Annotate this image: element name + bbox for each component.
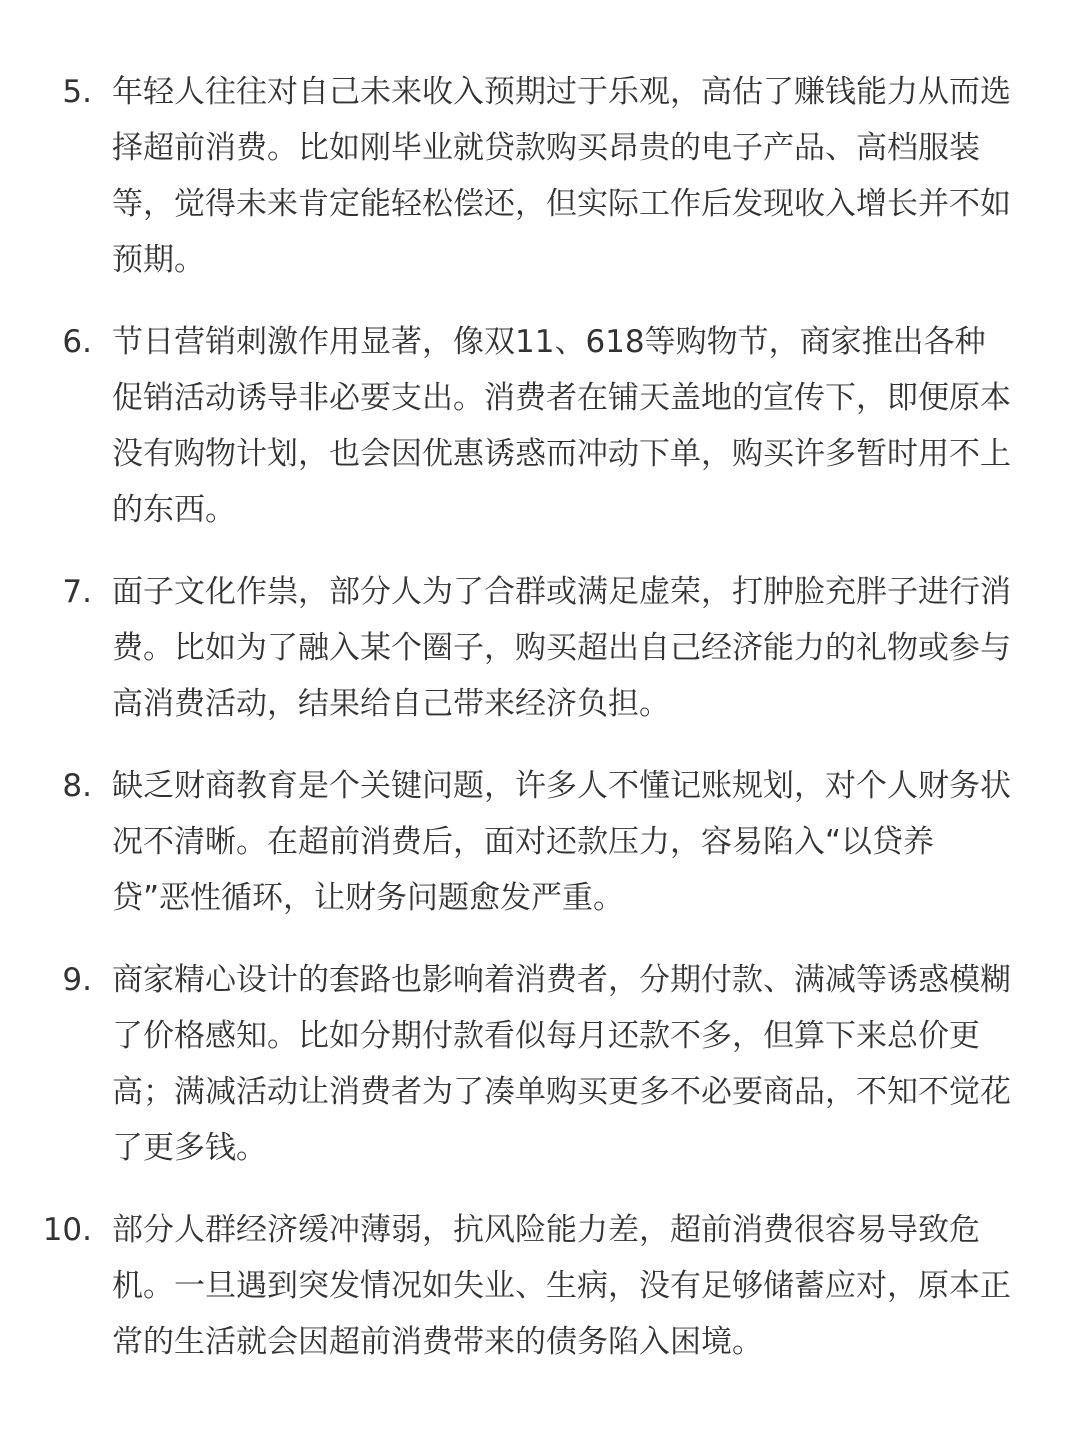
list-item-10 [0, 1202, 1080, 1370]
list-item-8 [0, 758, 1080, 926]
list-item-6 [0, 314, 1080, 538]
list-item-text: 缺乏财商教育是个关键问题，许多人不懂记账规划，对个人财务状况不清晰。在超前消费后，面对还款压力，容易陷入“以贷养贷”恶性循环，让财务问题愈发严重。 [112, 768, 1011, 916]
list-item-text: 年轻人往往对自己未来收入预期过于乐观，高估了赚钱能力从而选择超前消费。比如刚毕业就贷款购买昂贵的电子产品、高档服装等，觉得未来肯定能轻松偿还，但实际工作后发现收入增长并不如预期。 [112, 74, 1011, 278]
list-number: 8. [62, 768, 92, 804]
list-item-text: 面子文化作祟，部分人为了合群或满足虚荣，打肿脸充胖子进行消费。比如为了融入某个圈子，购买超出自己经济能力的礼物或参与高消费活动，结果给自己带来经济负担。 [112, 574, 1011, 722]
list-item-text: 部分人群经济缓冲薄弱，抗风险能力差，超前消费很容易导致危机。一旦遇到突发情况如失业、生病，没有足够储蓄应对，原本正常的生活就会因超前消费带来的债务陷入困境。 [112, 1212, 1011, 1360]
list-number: 5. [62, 74, 92, 110]
list-number: 6. [62, 324, 92, 360]
list-item-text: 商家精心设计的套路也影响着消费者，分期付款、满减等诱惑模糊了价格感知。比如分期付款看似每月还款不多，但算下来总价更高；满减活动让消费者为了凑单购买更多不必要商品，不知不觉花了更多钱。 [112, 962, 1011, 1166]
list-number: 7. [62, 574, 92, 610]
numbered-list [0, 64, 1080, 1396]
list-item-9 [0, 952, 1080, 1176]
list-number: 9. [62, 962, 92, 998]
list-item-text: 节日营销刺激作用显著，像双11、618等购物节，商家推出各种促销活动诱导非必要支出。消费者在铺天盖地的宣传下，即便原本没有购物计划，也会因优惠诱惑而冲动下单，购买许多暂时用不上的东西。 [112, 324, 1011, 528]
list-item-7 [0, 564, 1080, 732]
list-item-5 [0, 64, 1080, 288]
list-number: 10. [42, 1212, 92, 1248]
